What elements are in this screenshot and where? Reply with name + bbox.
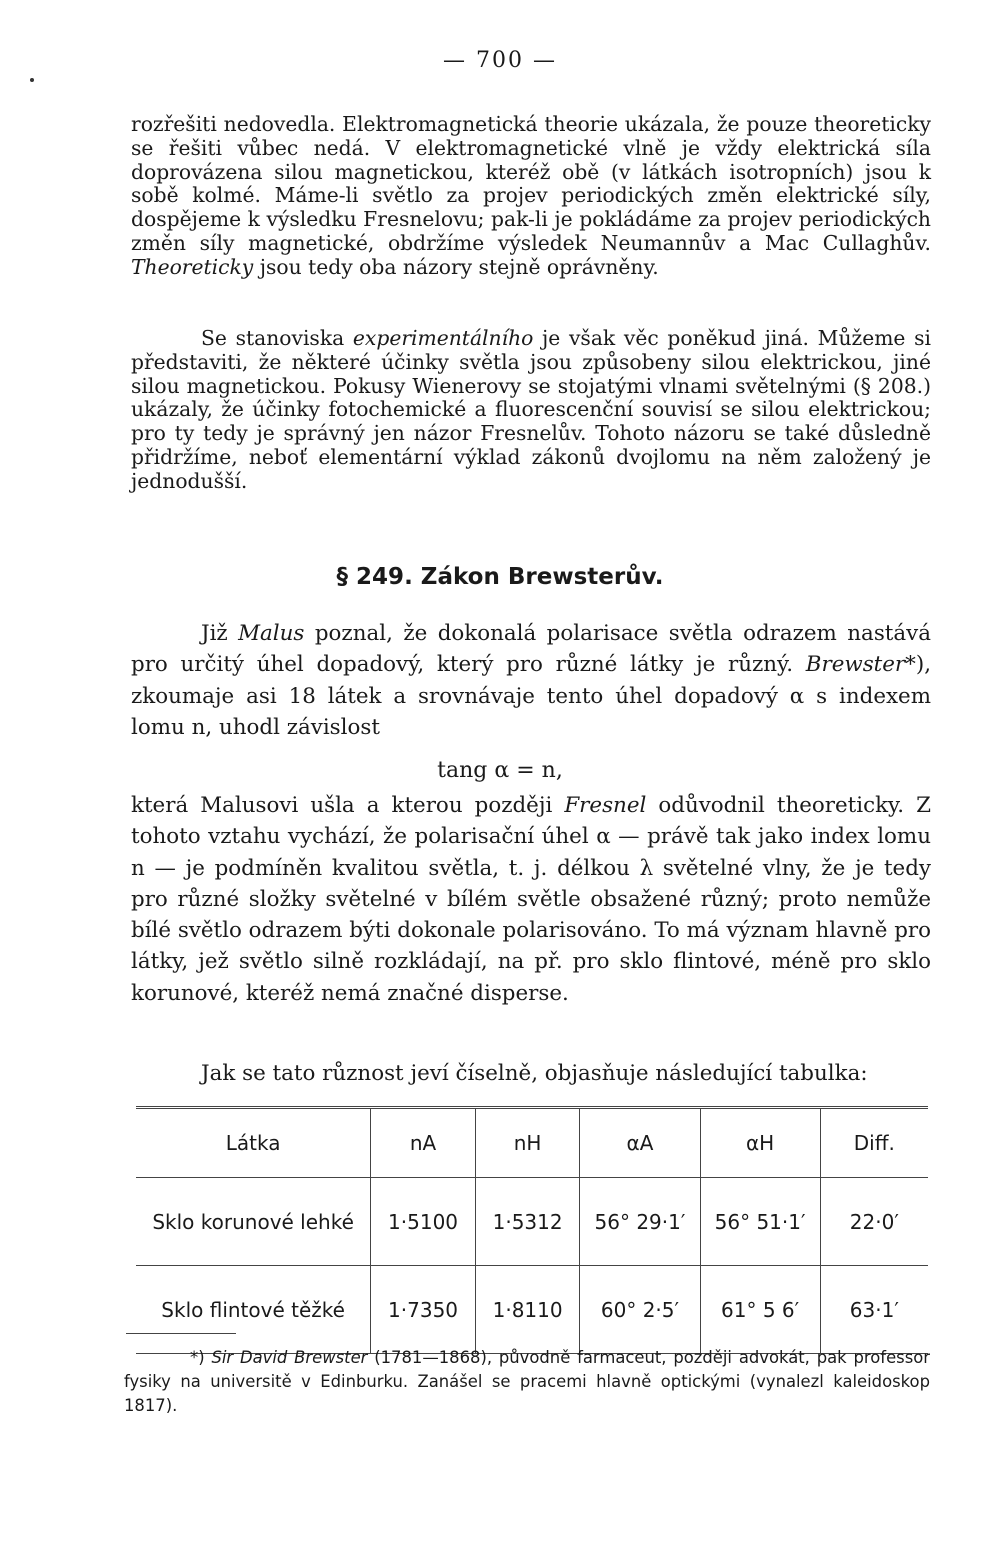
cell: 1·7350 bbox=[371, 1266, 476, 1354]
header-diff: Diff. bbox=[820, 1108, 928, 1178]
page-number: — 700 — bbox=[443, 48, 557, 73]
header-nA: nA bbox=[371, 1108, 476, 1178]
cell: 22·0′ bbox=[820, 1178, 928, 1266]
header-alphaA: αA bbox=[580, 1108, 700, 1178]
p3-part-c: *), zkoumaje asi 18 látek a srovnávaje tento úhel dopadový α s indexem lomu n, uhodl závislost bbox=[131, 652, 931, 740]
p4-part-a: která Malusovi ušla a kterou později bbox=[131, 793, 553, 818]
cell: 1·5100 bbox=[371, 1178, 476, 1266]
cell: 56° 51·1′ bbox=[700, 1178, 820, 1266]
cell: Sklo flintové těžké bbox=[161, 1297, 345, 1322]
cell: 1·5312 bbox=[475, 1178, 580, 1266]
p3-part-a: Již bbox=[201, 621, 228, 646]
paragraph-1-text: rozřešiti nedovedla. Elektromagnetická theorie ukázala, že pouze theoreticky se řešiti vůbec nedá. V elektromagnetické vlně je vždy elektrická síla doprovázena silou magnetickou, kteréž obě (v látkách isotropních) jsou k sobě kolmé. Máme-li světlo za projev periodických změn elektrické síly, dospějeme k výsledku Fresnelovu; pak-li je pokládáme za projev periodických změn síly magnetické, obdržíme výsledek Neumannův a Mac Cullaghův. bbox=[131, 112, 931, 255]
header-nH: nH bbox=[475, 1108, 580, 1178]
formula: tang α = n, bbox=[437, 758, 563, 783]
paragraph-1-end: jsou tedy oba názory stejně oprávněny. bbox=[259, 254, 659, 279]
header-alphaH: αH bbox=[700, 1108, 820, 1178]
table-header-row bbox=[136, 1108, 928, 1178]
paragraph-2 bbox=[131, 327, 931, 494]
footnote-text: (1781—1868), původně farmaceut, později advokát, pak professor fysiky na universitě v Edinburku. Zanášel se pracemi hlavně optickými (vynalezl kaleidoskop 1817). bbox=[124, 1348, 930, 1415]
paragraph-2-start: Se stanoviska bbox=[201, 326, 345, 350]
footnote-rule bbox=[126, 1333, 236, 1334]
p3-part-b: poznal, že dokonalá polarisace světla odrazem nastává pro určitý úhel dopadový, který pro různé látky je různý. bbox=[131, 621, 931, 678]
paragraph-4 bbox=[131, 790, 931, 1009]
cell: Sklo korunové lehké bbox=[152, 1209, 354, 1234]
p4-part-b: odůvodnil theoreticky. Z tohoto vztahu vychází, že polarisační úhel α — právě tak jako index lomu n — je podmíněn kvalitou světla, t. j. délkou λ světelné vlny, že je tedy pro různé složky světelné v bílém světle obsažené různý; proto nemůže bílé světlo odrazem býti dokonale polarisováno. To má význam hlavně pro látky, jež světlo silně rozkládají, na př. pro sklo flintové, méně pro sklo korunové, kteréž nemá značné disperse. bbox=[131, 793, 931, 1006]
footnote-marker: *) bbox=[190, 1348, 205, 1367]
paragraph-3 bbox=[131, 618, 931, 743]
table-row bbox=[136, 1178, 928, 1266]
data-table bbox=[136, 1106, 928, 1354]
cell: 60° 2·5′ bbox=[580, 1266, 700, 1354]
section-heading: § 249. Zákon Brewsterův. bbox=[336, 564, 664, 590]
paragraph-1-emphasis: Theoreticky bbox=[131, 254, 254, 279]
header-latka: Látka bbox=[225, 1131, 281, 1155]
name-fresnel: Fresnel bbox=[564, 793, 647, 818]
table-row bbox=[136, 1266, 928, 1354]
name-brewster: Brewster bbox=[805, 652, 906, 678]
paragraph-2-text: je však věc poněkud jiná. Můžeme si představiti, že některé účinky světla jsou způsobeny silou elektrickou, jiné silou magnetickou. Pokusy Wienerovy se stojatými vlnami světelnými (§ 208.) ukázaly, že účinky fotochemické a fluorescenční souvisí se silou elektrickou; pro ty tedy je správný jen názor Fresnelův. Tohoto názoru se také důsledně přidržíme, neboť elementární výklad zákonů dvojlomu na něm založený je jednodušší. bbox=[131, 326, 931, 493]
name-malus: Malus bbox=[238, 621, 305, 646]
print-speck bbox=[30, 78, 34, 82]
footnote-name: Sir David Brewster bbox=[211, 1348, 368, 1367]
cell: 56° 29·1′ bbox=[580, 1178, 700, 1266]
cell: 61° 5 6′ bbox=[700, 1266, 820, 1354]
cell: 63·1′ bbox=[820, 1266, 928, 1354]
paragraph-1 bbox=[131, 113, 931, 280]
paragraph-5: Jak se tato různost jeví číselně, objasňuje následující tabulka: bbox=[201, 1061, 868, 1086]
footnote bbox=[124, 1346, 930, 1418]
cell: 1·8110 bbox=[475, 1266, 580, 1354]
paragraph-2-emphasis: experimentálního bbox=[352, 326, 534, 350]
